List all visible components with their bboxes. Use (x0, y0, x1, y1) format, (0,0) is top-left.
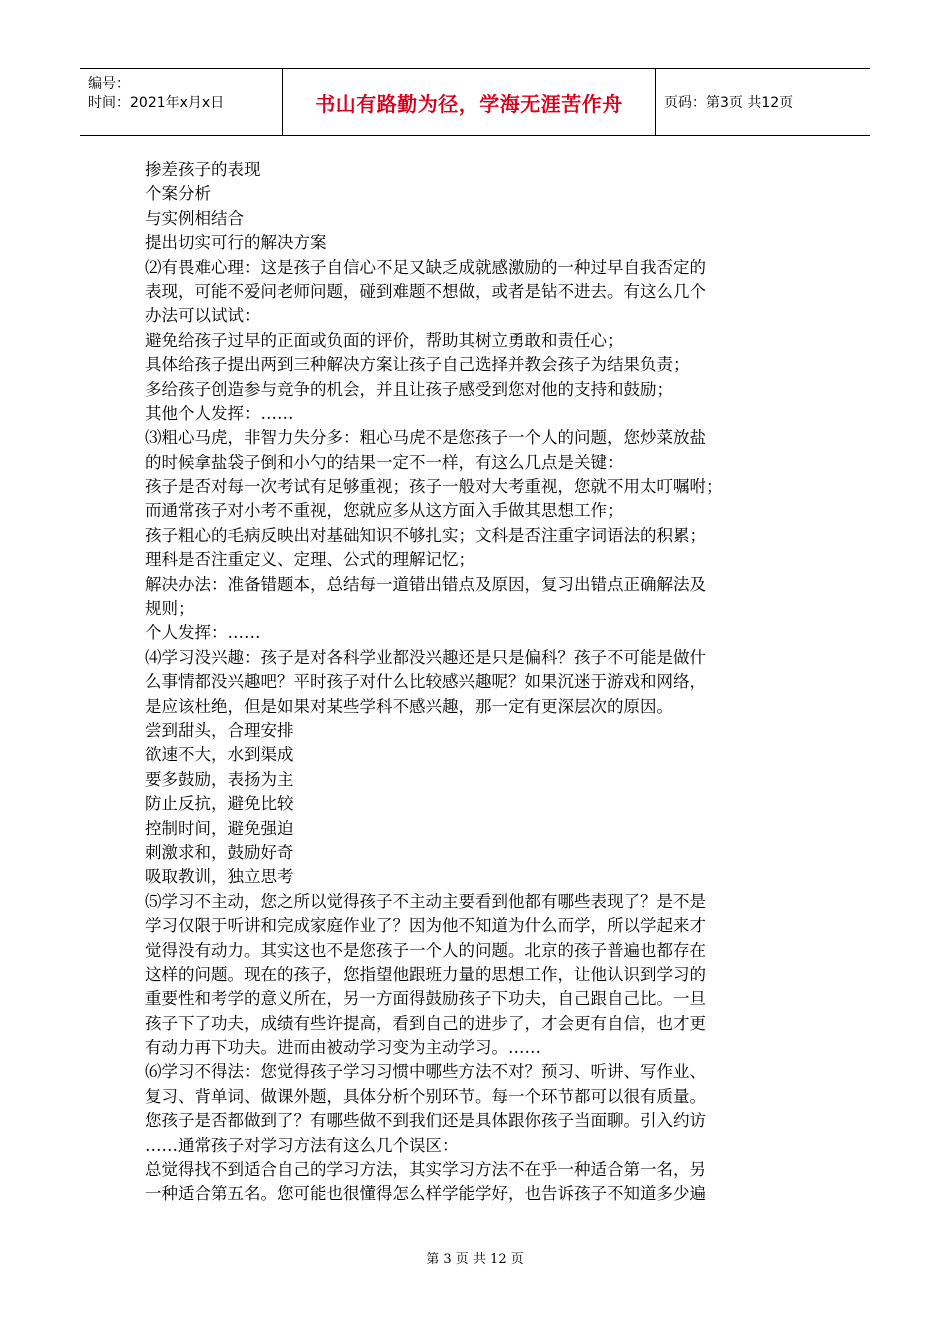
text-line: 有动力再下功夫。进而由被动学习变为主动学习。…… (145, 1038, 541, 1058)
text-line: 办法可以试试： (145, 306, 261, 326)
text-line: 与实例相结合 (145, 208, 244, 228)
document-date: 时间：2021年x月x日 (88, 95, 225, 111)
page-header (80, 68, 870, 136)
text-line: 控制时间，避免强迫 (145, 818, 294, 838)
text-line: 防止反抗，避免比较 (145, 794, 294, 814)
text-line: 而通常孩子对小考不重视，您就应多从这方面入手做其思想工作； (145, 501, 624, 521)
text-line: 解决办法：准备错题本，总结每一道错出错点及原因，复习出错点正确解法及 (145, 574, 706, 594)
text-line: 个人发挥：…… (145, 623, 261, 643)
text-line: 其他个人发挥：…… (145, 403, 294, 423)
text-line: 是应该杜绝，但是如果对某些学科不感兴趣，那一定有更深层次的原因。 (145, 696, 673, 716)
text-line: 孩子是否对每一次考试有足够重视；孩子一般对大考重视，您就不用太叮嘱咐； (145, 477, 723, 497)
page-footer: 第 3 页 共 12 页 (426, 1252, 524, 1267)
text-line: 刺激求和，鼓励好奇 (145, 842, 294, 862)
text-line: 觉得没有动力。其实这也不是您孩子一个人的问题。北京的孩子普遍也都存在 (145, 940, 706, 960)
header-motto-cell (283, 69, 656, 135)
header-page-info: 页码：第3页 共12页 (664, 95, 794, 111)
text-line: 掺差孩子的表现 (145, 160, 261, 179)
text-line: 复习、背单词、做课外题，具体分析个别环节。每一个环节都可以很有质量。 (145, 1086, 706, 1106)
text-line: 多给孩子创造参与竞争的机会，并且让孩子感受到您对他的支持和鼓励； (145, 379, 673, 399)
text-line: ⑷学习没兴趣：孩子是对各科学业都没兴趣还是只是偏科？孩子不可能是做什 (145, 647, 706, 667)
text-line: 提出切实可行的解决方案 (145, 233, 327, 253)
text-line: 欲速不大，水到渠成 (145, 745, 294, 765)
text-line: ⑶粗心马虎，非智力失分多：粗心马虎不是您孩子一个人的问题，您炒菜放盐 (145, 428, 706, 448)
text-line: 一种适合第五名。您可能也很懂得怎么样学能学好，也告诉孩子不知道多少遍 (145, 1184, 706, 1204)
text-line: 要多鼓励，表扬为主 (145, 769, 294, 789)
text-line: 孩子下了功夫，成绩有些许提高，看到自己的进步了，才会更有自信，也才更 (145, 1013, 706, 1033)
header-meta (80, 69, 283, 135)
document-body (145, 158, 805, 1207)
text-line: 的时候拿盐袋子倒和小勺的结果一定不一样，有这么几点是关键： (145, 452, 624, 472)
text-line: 么事情都没兴趣吧？平时孩子对什么比较感兴趣呢？如果沉迷于游戏和网络， (145, 672, 706, 692)
text-line: 总觉得找不到适合自己的学习方法，其实学习方法不在乎一种适合第一名，另 (145, 1160, 706, 1180)
text-line: ⑸学习不主动，您之所以觉得孩子不主动主要看到他都有哪些表现了？是不是 (145, 891, 706, 911)
text-line: 孩子粗心的毛病反映出对基础知识不够扎实；文科是否注重字词语法的积累； (145, 525, 706, 545)
text-line: 避免给孩子过早的正面或负面的评价，帮助其树立勇敢和责任心； (145, 330, 624, 350)
text-line: 规则； (145, 599, 195, 619)
text-line: 个案分析 (145, 184, 211, 204)
text-line: ⑹学习不得法：您觉得孩子学习习惯中哪些方法不对？预习、听讲、写作业、 (145, 1062, 706, 1082)
text-line: 重要性和考学的意义所在，另一方面得鼓励孩子下功夫，自己跟自己比。一旦 (145, 989, 706, 1009)
text-line: 具体给孩子提出两到三种解决方案让孩子自己选择并教会孩子为结果负责； (145, 355, 690, 375)
text-line: ⑵有畏难心理：这是孩子自信心不足又缺乏成就感激励的一种过早自我否定的 (145, 257, 706, 277)
text-line: ……通常孩子对学习方法有这么几个误区： (145, 1135, 459, 1155)
header-motto: 书山有路勤为径，学海无涯苦作舟 (315, 91, 623, 116)
text-line: 尝到甜头，合理安排 (145, 720, 294, 740)
text-line: 理科是否注重定义、定理、公式的理解记忆； (145, 550, 475, 570)
text-line: 表现，可能不爱问老师问题，碰到难题不想做，或者是钻不进去。有这么几个 (145, 281, 706, 301)
text-line: 吸取教训，独立思考 (145, 867, 294, 887)
document-number: 编号： (88, 76, 130, 92)
text-line: 您孩子是否都做到了？有哪些做不到我们还是具体跟你孩子当面聊。引入约访 (145, 1111, 706, 1131)
text-line: 这样的问题。现在的孩子，您指望他跟班力量的思想工作，让他认识到学习的 (145, 964, 706, 984)
text-line: 学习仅限于听讲和完成家庭作业了？因为他不知道为什么而学，所以学起来才 (145, 916, 706, 936)
